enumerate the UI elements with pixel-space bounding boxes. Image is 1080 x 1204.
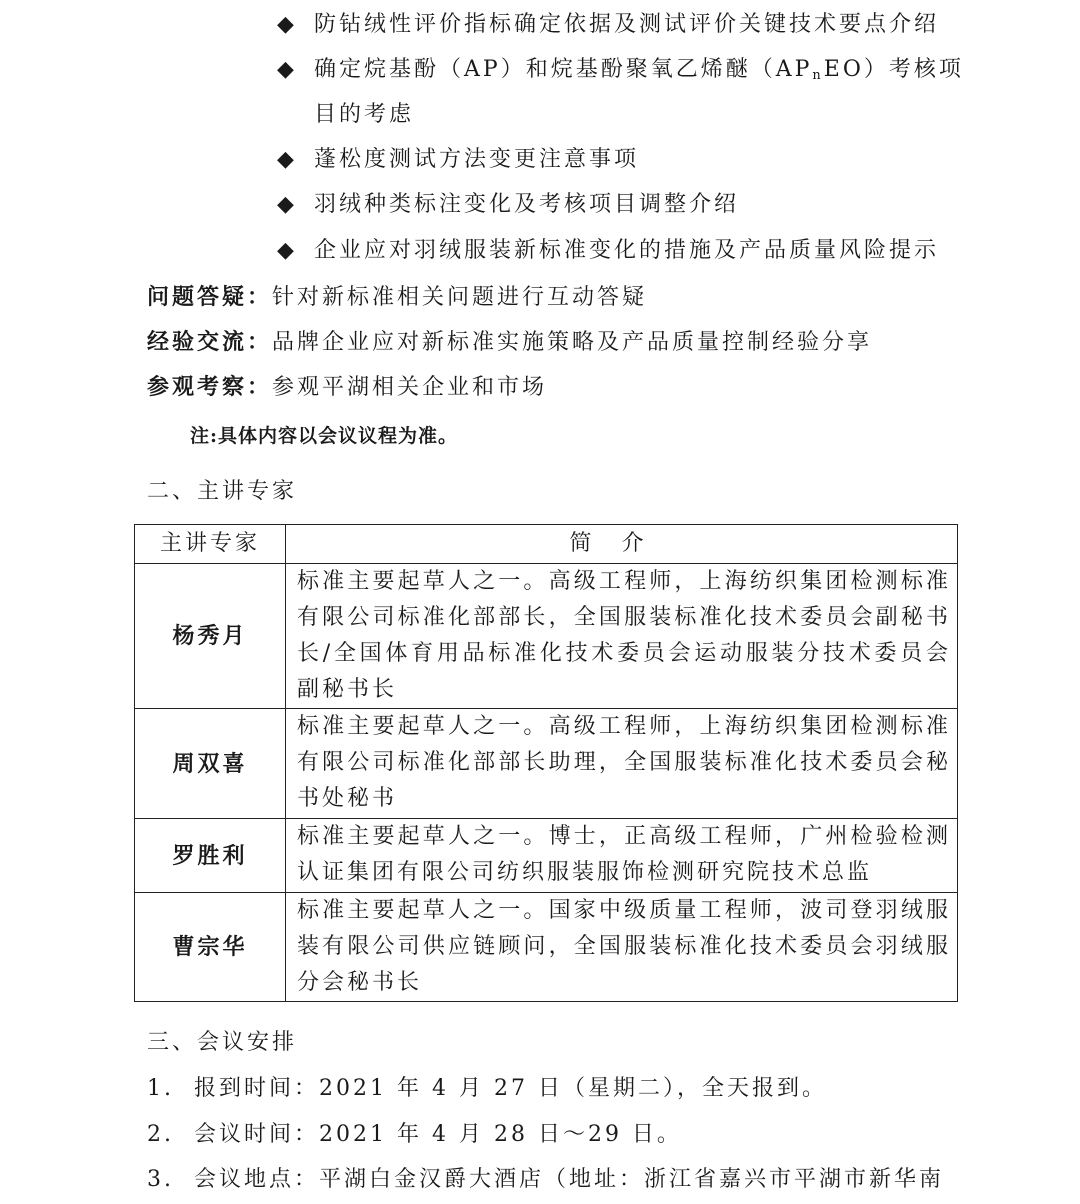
agenda-note: 注:具体内容以会议议程为准。: [190, 425, 459, 447]
section-2-title: 二、主讲专家: [147, 479, 298, 504]
expert-name: 周双喜: [135, 709, 286, 819]
expert-bio: [286, 709, 958, 819]
arrangement-item: [147, 1165, 944, 1195]
header-intro: 简介: [286, 525, 958, 564]
diamond-bullet-icon: ◆: [277, 12, 294, 37]
table-header-row: [135, 525, 958, 564]
exchange-paragraph: [147, 327, 872, 358]
arrangement-number: 2.: [147, 1122, 174, 1147]
bullet-item: [314, 55, 964, 91]
expert-name: 罗胜利: [135, 819, 286, 893]
exchange-text: 品牌企业应对新标准实施策略及产品质量控制经验分享: [272, 330, 873, 355]
diamond-bullet-icon: ◆: [277, 238, 294, 263]
bullet-item: 防钻绒性评价指标确定依据及测试评价关键技术要点介绍: [314, 12, 940, 37]
bullet-item: 蓬松度测试方法变更注意事项: [314, 147, 640, 172]
arrangement-number: 1.: [147, 1076, 174, 1101]
expert-name: 杨秀月: [135, 564, 286, 709]
expert-bio: [286, 819, 958, 893]
expert-bio-text: 标准主要起草人之一。国家中级质量工程师，波司登羽绒服装有限公司供应链顾问，全国服装标准化技术委员会羽绒服分会秘书长: [297, 898, 951, 995]
diamond-bullet-icon: ◆: [277, 57, 294, 82]
visit-paragraph: [147, 372, 547, 403]
arrangement-text: 报到时间：2021 年 4 月 27 日（星期二），全天报到。: [194, 1076, 827, 1101]
table-row: [135, 564, 958, 709]
exchange-label: 经验交流：: [147, 329, 273, 355]
table-row: [135, 893, 958, 1002]
expert-bio: [286, 893, 958, 1002]
expert-name: 曹宗华: [135, 893, 286, 1002]
arrangement-item: [147, 1120, 682, 1150]
expert-bio-text: 标准主要起草人之一。高级工程师，上海纺织集团检测标准有限公司标准化部部长，全国服装标准化技术委员会副秘书长/全国体育用品标准化技术委员会运动服装分技术委员会副秘书长: [297, 569, 951, 702]
bullet-item-text: 确定烷基酚（AP）和烷基酚聚氧乙烯醚（AP: [314, 57, 813, 82]
arrangement-text: 会议时间：2021 年 4 月 28 日～29 日。: [194, 1122, 682, 1147]
bullet-item: 企业应对羽绒服装新标准变化的措施及产品质量风险提示: [314, 238, 940, 263]
expert-bio: [286, 564, 958, 709]
qa-label: 问题答疑：: [147, 284, 273, 310]
section-3-title: 三、会议安排: [147, 1030, 298, 1055]
expert-bio-text: 标准主要起草人之一。博士，正高级工程师，广州检验检测认证集团有限公司纺织服装服饰检测研究院技术总监: [297, 824, 951, 885]
qa-text: 针对新标准相关问题进行互动答疑: [272, 285, 648, 310]
bullet-item: 羽绒种类标注变化及考核项目调整介绍: [314, 192, 740, 217]
arrangement-item: [147, 1074, 827, 1104]
arrangement-text: 会议地点：平湖白金汉爵大酒店（地址：浙江省嘉兴市平湖市新华南: [194, 1167, 945, 1192]
bullet-item-continuation: 目的考虑: [314, 102, 415, 127]
experts-table: [134, 524, 958, 1002]
header-name: 主讲专家: [135, 525, 286, 564]
expert-bio-text: 标准主要起草人之一。高级工程师，上海纺织集团检测标准有限公司标准化部部长助理，全国服装标准化技术委员会秘书处秘书: [297, 714, 951, 811]
visit-label: 参观考察：: [147, 374, 273, 400]
subscript-n: n: [812, 68, 824, 83]
bullet-item-tail: EO）考核项: [823, 57, 964, 82]
qa-paragraph: [147, 282, 647, 313]
table-row: [135, 709, 958, 819]
table-row: [135, 819, 958, 893]
diamond-bullet-icon: ◆: [277, 192, 294, 217]
visit-text: 参观平湖相关企业和市场: [272, 375, 548, 400]
arrangement-number: 3.: [147, 1167, 174, 1192]
diamond-bullet-icon: ◆: [277, 147, 294, 172]
